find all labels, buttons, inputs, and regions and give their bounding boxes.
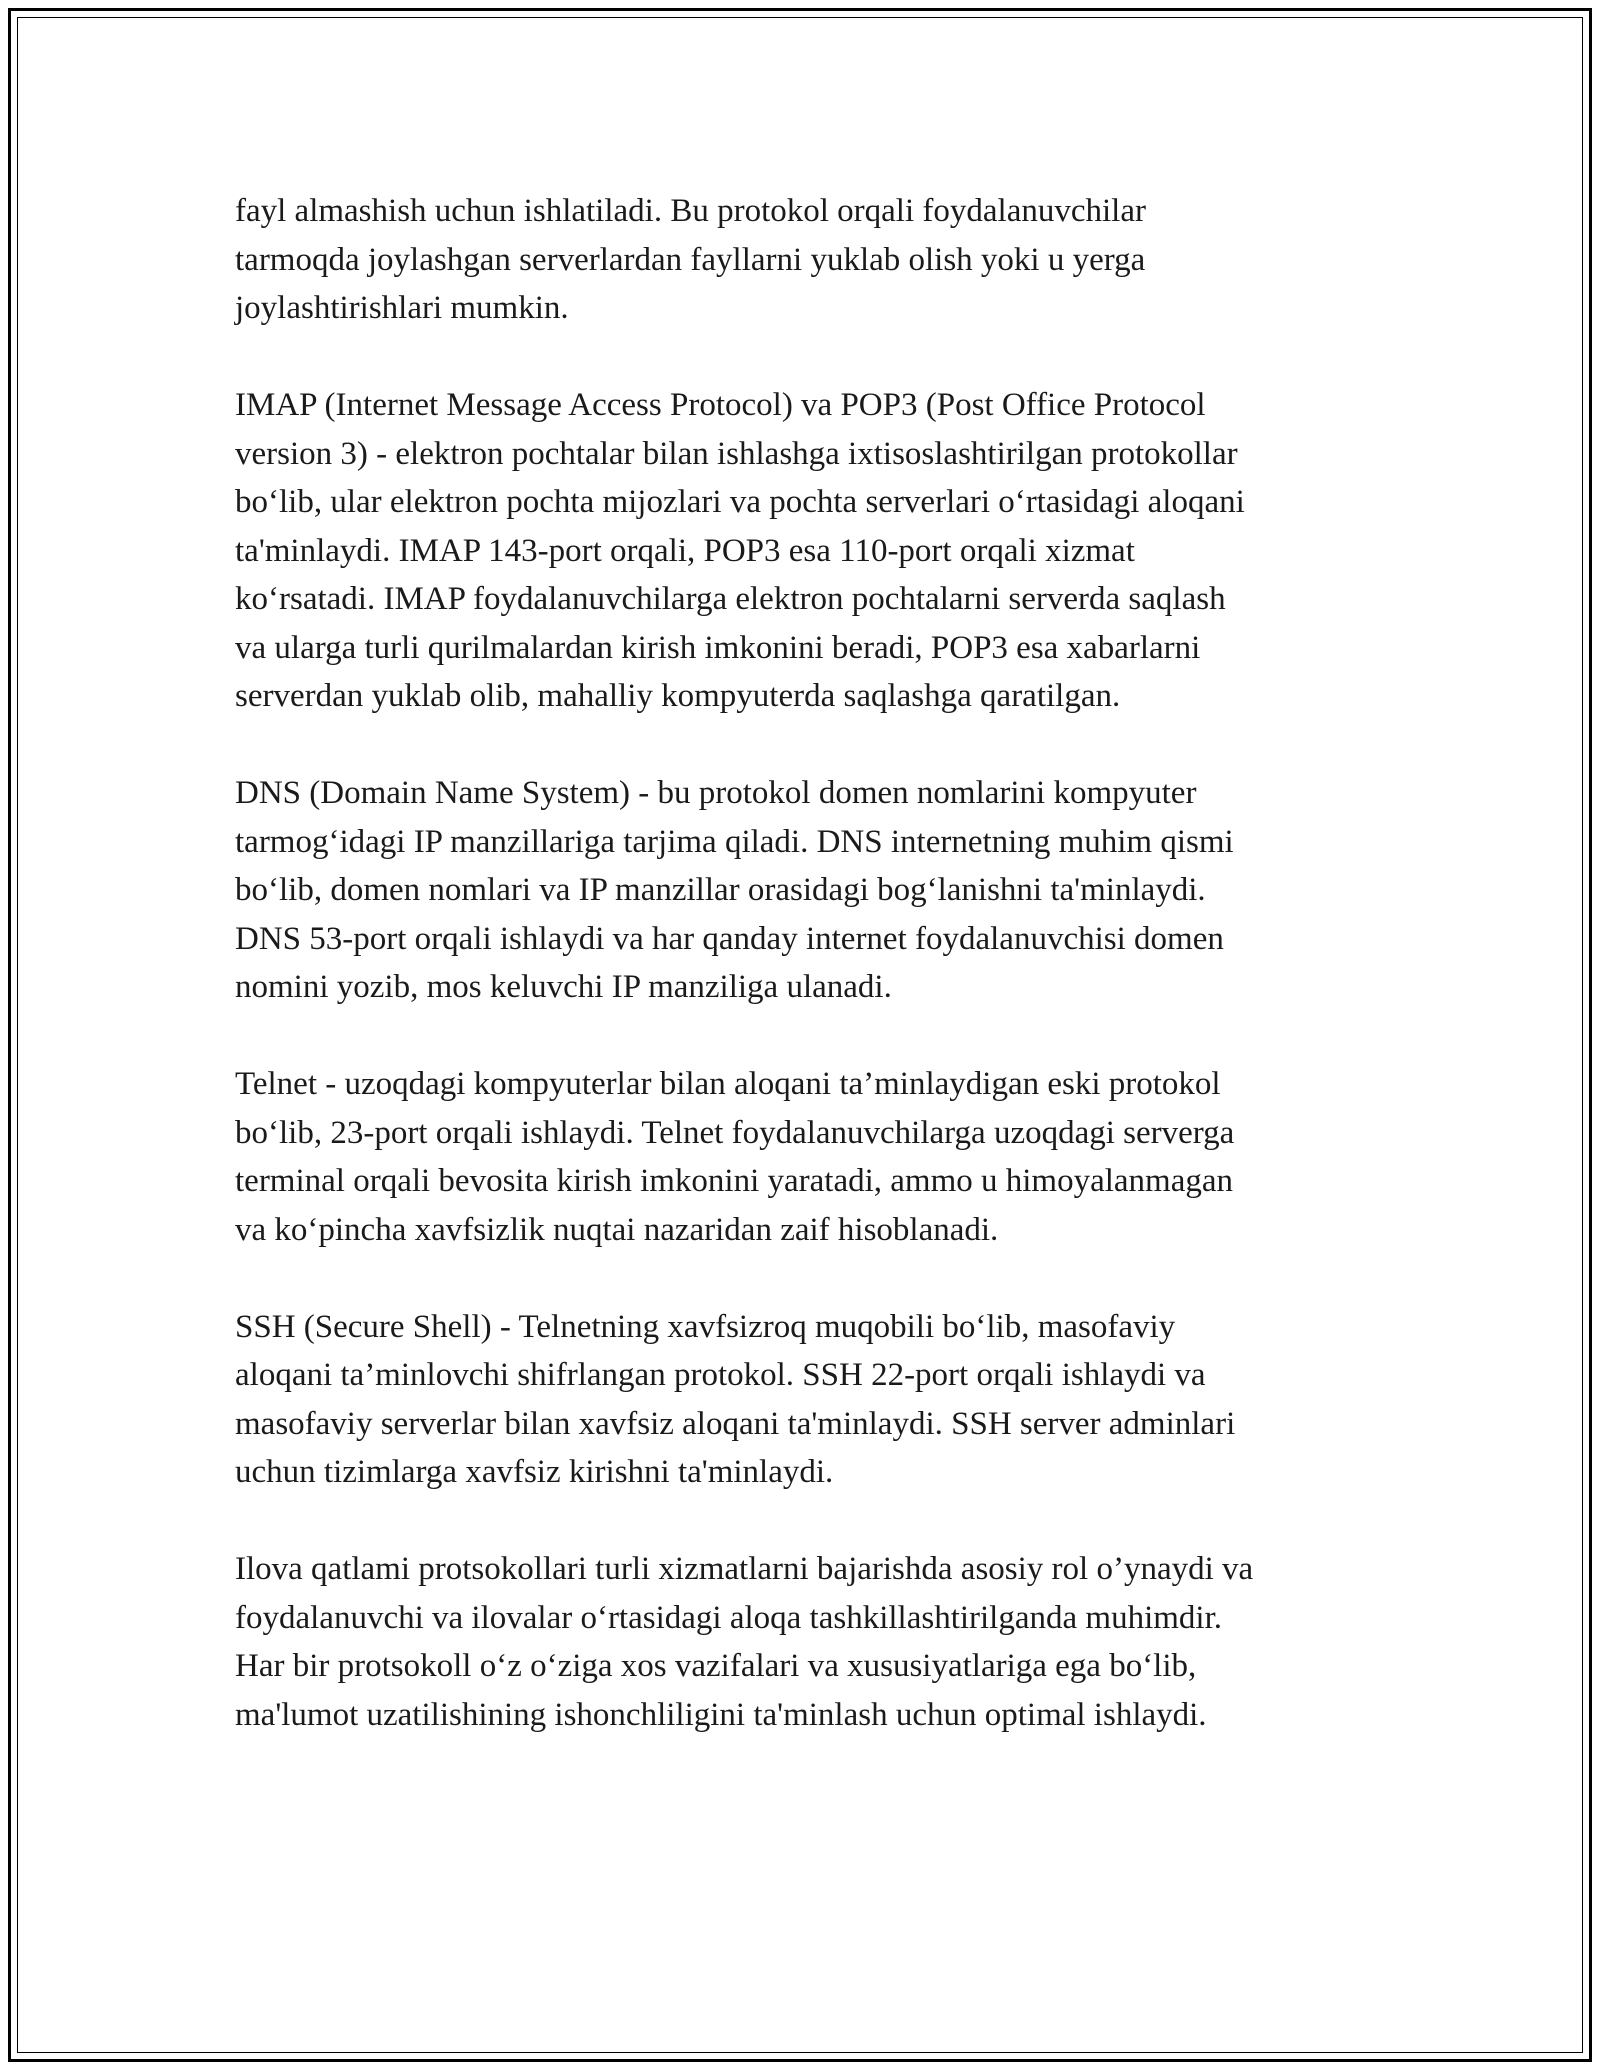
text-line: SSH (Secure Shell) - Telnetning xavfsizroq muqobili bo‘lib, masofaviy — [235, 1308, 1176, 1345]
text-line: Har bir protsokoll o‘z o‘ziga xos vazifalari va xususiyatlariga ega bo‘lib, — [235, 1648, 1197, 1684]
text-line: IMAP (Internet Message Access Protocol) va POP3 (Post Office Protocol — [235, 387, 1206, 423]
paragraph-ftp-continuation — [235, 187, 1385, 333]
text-line: serverdan yuklab olib, mahalliy kompyuterda saqlashga qaratilgan. — [235, 678, 1121, 714]
text-line: tarmog‘idagi IP manzillariga tarjima qiladi. DNS internetning muhim qismi — [235, 823, 1234, 860]
paragraph-dns — [235, 769, 1385, 1012]
text-line: bo‘lib, domen nomlari va IP manzillar orasidagi bog‘lanishni ta'minlaydi. — [235, 872, 1206, 908]
text-line: uchun tizimlarga xavfsiz kirishni ta'minlaydi. — [235, 1454, 834, 1490]
text-line: fayl almashish uchun ishlatiladi. Bu protokol orqali foydalanuvchilar — [235, 193, 1146, 229]
text-line: nomini yozib, mos keluvchi IP manziliga ulanadi. — [235, 969, 892, 1005]
text-line: ma'lumot uzatilishining ishonchliligini ta'minlash uchun optimal ishlaydi. — [235, 1696, 1207, 1733]
paragraph-conclusion — [235, 1545, 1385, 1739]
text-line: bo‘lib, ular elektron pochta mijozlari va pochta serverlari o‘rtasidagi aloqani — [235, 484, 1245, 520]
text-line: Telnet - uzoqdagi kompyuterlar bilan aloqani ta’minlaydigan eski protokol — [235, 1066, 1221, 1102]
text-line: DNS 53-port orqali ishlaydi va har qanday internet foydalanuvchisi domen — [235, 920, 1224, 957]
paragraph-ssh — [235, 1303, 1385, 1497]
text-line: tarmoqda joylashgan serverlardan fayllarni yuklab olish yoki u yerga — [235, 241, 1146, 278]
paragraph-telnet — [235, 1060, 1385, 1254]
text-line: bo‘lib, 23-port orqali ishlaydi. Telnet foydalanuvchilarga uzoqdagi serverga — [235, 1114, 1235, 1151]
document-body — [235, 187, 1385, 1788]
text-line: joylashtirishlari mumkin. — [235, 290, 569, 326]
paragraph-imap-pop3 — [235, 381, 1385, 721]
text-line: DNS (Domain Name System) - bu protokol domen nomlarini kompyuter — [235, 775, 1197, 811]
text-line: terminal orqali bevosita kirish imkonini yaratadi, ammo u himoyalanmagan — [235, 1163, 1234, 1199]
text-line: masofaviy serverlar bilan xavfsiz aloqani ta'minlaydi. SSH server adminlari — [235, 1405, 1236, 1442]
text-line: aloqani ta’minlovchi shifrlangan protokol. SSH 22-port orqali ishlaydi va — [235, 1357, 1206, 1393]
text-line: ta'minlaydi. IMAP 143-port orqali, POP3 esa 110-port orqali xizmat — [235, 532, 1135, 569]
text-line: va ularga turli qurilmalardan kirish imkonini beradi, POP3 esa xabarlarni — [235, 629, 1201, 666]
text-line: Ilova qatlami protsokollari turli xizmatlarni bajarishda asosiy rol o’ynaydi va — [235, 1551, 1254, 1587]
text-line: version 3) - elektron pochtalar bilan ishlashga ixtisoslashtirilgan protokollar — [235, 435, 1238, 472]
text-line: va ko‘pincha xavfsizlik nuqtai nazaridan zaif hisoblanadi. — [235, 1211, 999, 1248]
text-line: foydalanuvchi va ilovalar o‘rtasidagi aloqa tashkillashtirilganda muhimdir. — [235, 1599, 1222, 1636]
text-line: ko‘rsatadi. IMAP foydalanuvchilarga elektron pochtalarni serverda saqlash — [235, 581, 1226, 617]
